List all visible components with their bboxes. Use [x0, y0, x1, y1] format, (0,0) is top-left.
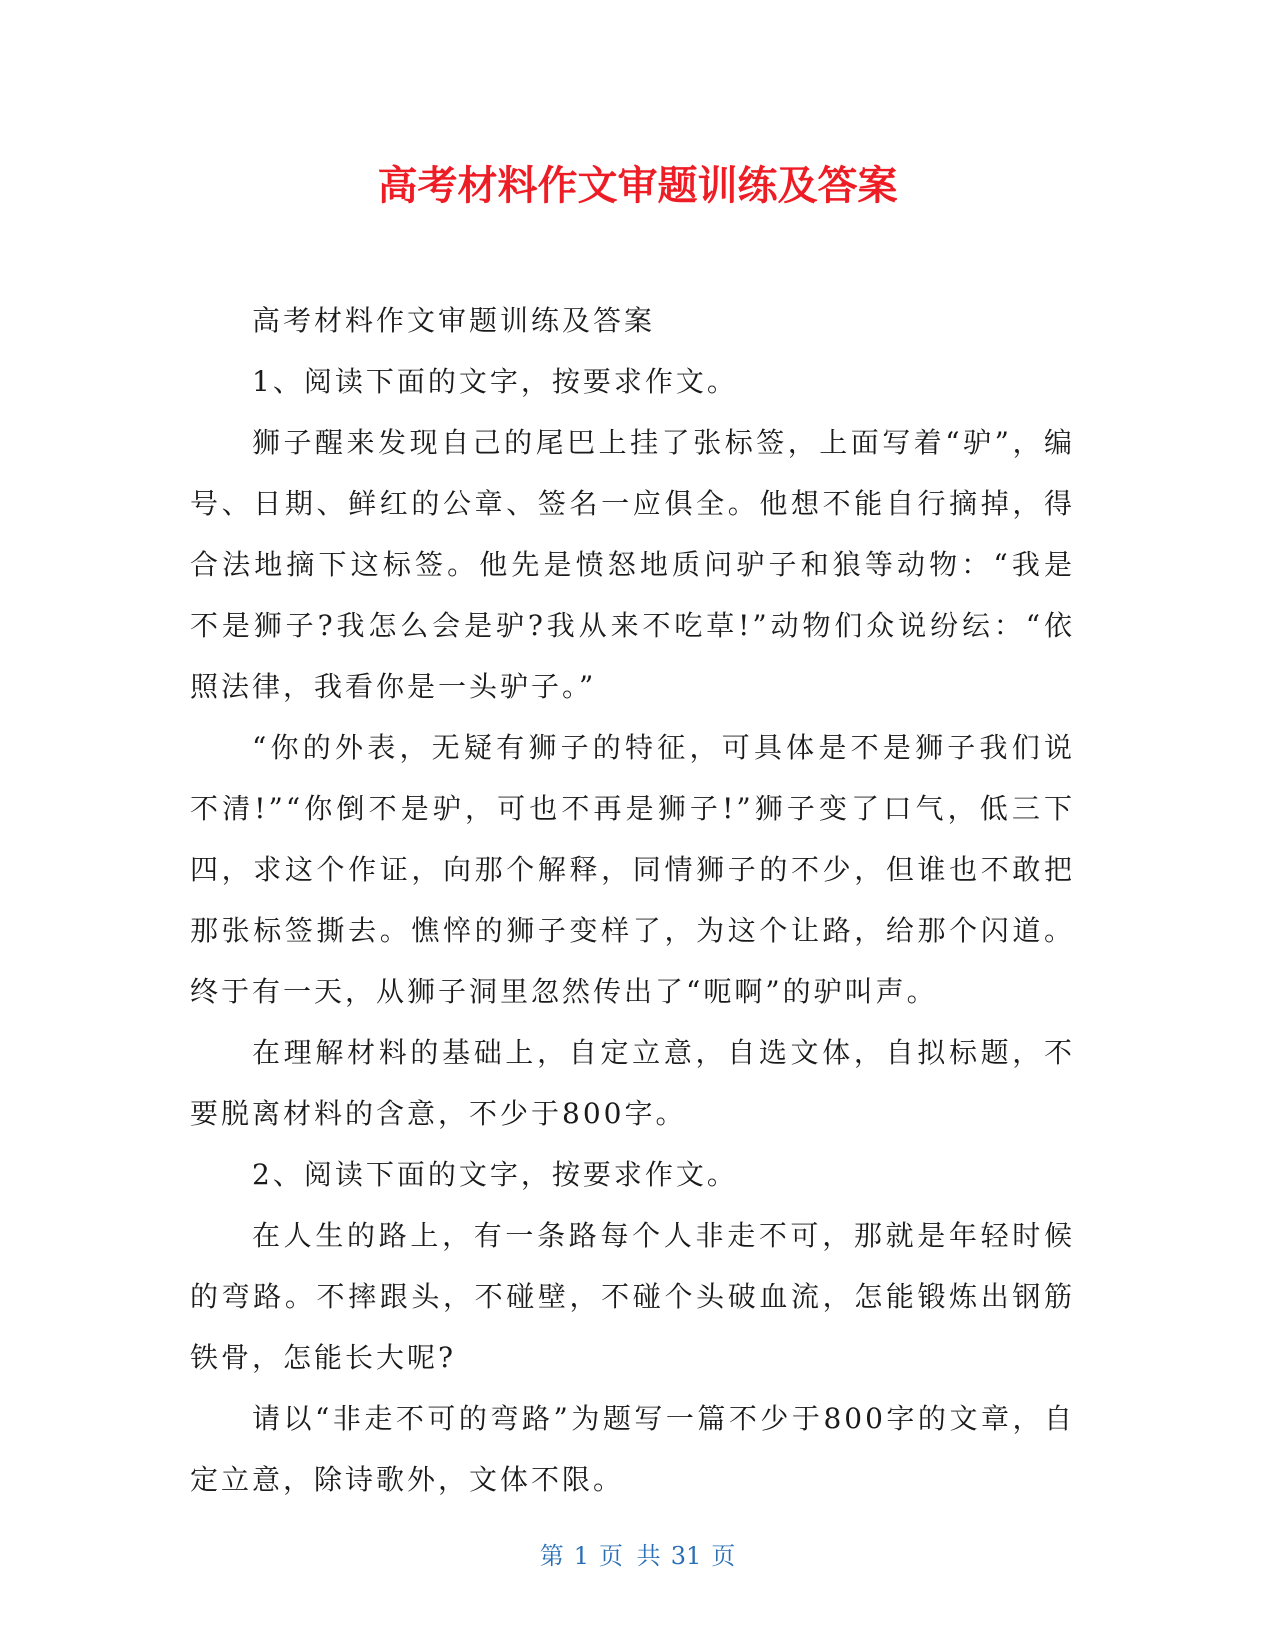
footer-current-page: 1 — [573, 1542, 590, 1570]
document-body — [190, 290, 1075, 1510]
footer-middle: 页 共 — [599, 1542, 661, 1570]
footer-suffix: 页 — [711, 1542, 736, 1570]
document-title: 高考材料作文审题训练及答案 — [377, 163, 898, 209]
footer-prefix: 第 — [539, 1542, 564, 1570]
paragraph-question-2: 2、阅读下面的文字，按要求作文。 — [252, 1158, 738, 1191]
paragraph-lion-story-1: 狮子醒来发现自己的尾巴上挂了张标签，上面写着“驴”，编号、日期、鲜红的公章、签名一应俱全。他想不能自行摘掉，得合法地摘下这标签。他先是愤怒地质问驴子和狼等动物：“我是不是狮子?我怎么会是驴?我从来不吃草!”动物们众说纷纭：“依照法律，我看你是一头驴子。” — [190, 426, 1075, 703]
paragraph-requirement-1: 在理解材料的基础上，自定立意，自选文体，自拟标题，不要脱离材料的含意，不少于800字。 — [190, 1036, 1075, 1130]
paragraph-requirement-2: 请以“非走不可的弯路”为题写一篇不少于800字的文章，自定立意，除诗歌外，文体不限。 — [190, 1402, 1075, 1496]
paragraph-detour-material: 在人生的路上，有一条路每个人非走不可，那就是年轻时候的弯路。不摔跟头，不碰壁，不碰个头破血流，怎能锻炼出钢筋铁骨，怎能长大呢? — [190, 1219, 1075, 1374]
page-footer — [0, 1540, 1275, 1572]
footer-total-pages: 31 — [670, 1542, 702, 1570]
paragraph-question-1: 1、阅读下面的文字，按要求作文。 — [252, 365, 738, 398]
paragraph-subtitle: 高考材料作文审题训练及答案 — [252, 304, 656, 337]
paragraph-lion-story-2: “你的外表，无疑有狮子的特征，可具体是不是狮子我们说不清!”“你倒不是驴，可也不再是狮子!”狮子变了口气，低三下四，求这个作证，向那个解释，同情狮子的不少，但谁也不敢把那张标签撕去。憔悴的狮子变样了，为这个让路，给那个闪道。终于有一天，从狮子洞里忽然传出了“呃啊”的驴叫声。 — [190, 731, 1075, 1008]
